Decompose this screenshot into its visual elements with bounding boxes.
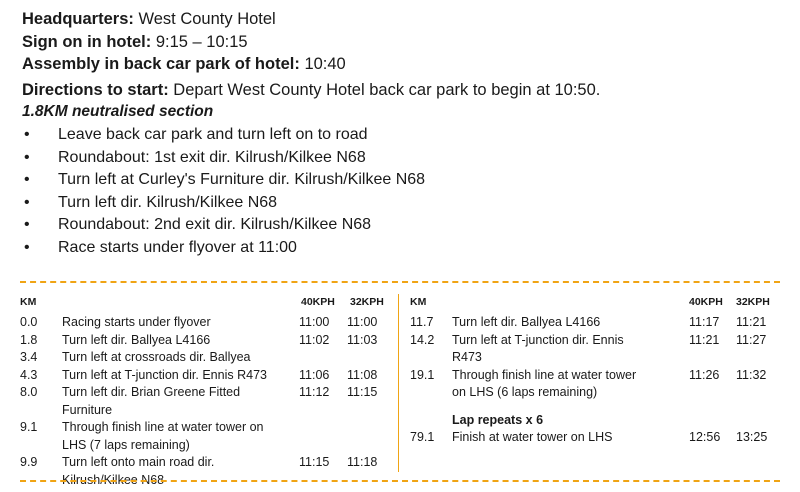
- time-32kph-cell: 11:21: [736, 315, 767, 329]
- direction-text: Roundabout: 1st exit dir. Kilrush/Kilkee N68: [58, 148, 366, 166]
- time-32kph-cell: 11:00: [347, 315, 378, 329]
- kph40-header: 40KPH: [689, 296, 723, 308]
- table-header-right: [410, 294, 780, 314]
- bullet-icon: •: [24, 238, 30, 256]
- time-40kph-cell: 12:56: [689, 430, 721, 444]
- table-header-left: [20, 294, 396, 314]
- km-header: KM: [20, 296, 37, 308]
- assembly-value: 10:40: [304, 55, 346, 73]
- direction-text: Race starts under flyover at 11:00: [58, 238, 297, 256]
- km-cell: 4.3: [20, 367, 38, 382]
- km-cell: 14.2: [410, 332, 435, 347]
- km-cell: 19.1: [410, 367, 435, 382]
- neutralised-section-title: 1.8KM neutralised section: [22, 103, 214, 120]
- table-row: [410, 367, 780, 402]
- bullet-icon: •: [24, 193, 30, 211]
- table-column-divider: [398, 294, 399, 472]
- description-cell: Through finish line at water tower on LHS (6 laps remaining): [452, 367, 637, 399]
- direction-text: Turn left at Curley's Furniture dir. Kilrush/Kilkee N68: [58, 171, 426, 188]
- description-cell: Turn left onto main road dir. Kilrush/Kilkee N68: [62, 455, 215, 487]
- table-row: [20, 454, 396, 489]
- signon-line: [22, 31, 782, 54]
- time-40kph-cell: 11:02: [299, 332, 330, 347]
- direction-text: Leave back car park and turn left on to road: [58, 126, 368, 143]
- description-cell: Turn left at crossroads dir. Ballyea: [62, 350, 251, 364]
- km-cell: 9.1: [20, 420, 38, 434]
- table-row: [410, 332, 780, 367]
- route-table-right: [410, 294, 780, 447]
- directions-label: Directions to start:: [22, 80, 169, 99]
- directions-value: Depart West County Hotel back car park to begin at 10:50.: [173, 80, 601, 99]
- description-cell: Turn left dir. Brian Greene Fitted Furniture: [62, 385, 241, 417]
- table-row: [20, 367, 396, 385]
- route-rows-right: [410, 314, 780, 402]
- km-cell: 79.1: [410, 430, 435, 444]
- direction-item: [22, 192, 782, 215]
- headquarters-label: Headquarters:: [22, 10, 134, 28]
- direction-text: Turn left dir. Kilrush/Kilkee N68: [58, 193, 278, 211]
- km-header: KM: [410, 296, 427, 308]
- bullet-icon: •: [24, 126, 30, 143]
- signon-label: Sign on in hotel:: [22, 32, 152, 51]
- directions-list: [22, 124, 782, 259]
- assembly-line: [22, 53, 782, 76]
- description-cell: Turn left at T-junction dir. Ennis R473: [62, 367, 267, 382]
- time-32kph-cell: 11:27: [736, 332, 767, 347]
- direction-text: Roundabout: 2nd exit dir. Kilrush/Kilkee N68: [58, 216, 372, 233]
- km-cell: 1.8: [20, 332, 38, 347]
- description-cell: Finish at water tower on LHS: [452, 430, 613, 444]
- km-cell: 8.0: [20, 385, 38, 399]
- direction-item: [22, 214, 782, 237]
- direction-item: [22, 237, 782, 260]
- kph40-header: 40KPH: [301, 296, 335, 308]
- direction-item: [22, 169, 782, 192]
- kph32-header: 32KPH: [350, 296, 384, 308]
- directions-line: [22, 79, 782, 102]
- time-40kph-cell: 11:00: [299, 315, 330, 329]
- km-cell: 11.7: [410, 315, 434, 329]
- time-40kph-cell: 11:21: [689, 332, 720, 347]
- time-32kph-cell: 11:15: [347, 385, 378, 399]
- time-32kph-cell: 11:32: [736, 367, 767, 382]
- time-32kph-cell: 11:03: [347, 332, 378, 347]
- table-row: [410, 314, 780, 332]
- time-32kph-cell: 11:18: [347, 455, 378, 469]
- description-cell: Racing starts under flyover: [62, 315, 211, 329]
- table-row: [20, 314, 396, 332]
- race-info: [22, 8, 782, 259]
- route-rows-left: [20, 314, 396, 489]
- km-cell: 9.9: [20, 455, 38, 469]
- time-32kph-cell: 13:25: [736, 430, 768, 444]
- time-32kph-cell: 11:08: [347, 367, 378, 382]
- description-cell: Turn left at T-junction dir. Ennis R473: [452, 332, 624, 364]
- description-cell: Turn left dir. Ballyea L4166: [62, 332, 211, 347]
- time-40kph-cell: 11:12: [299, 385, 330, 399]
- time-40kph-cell: 11:06: [299, 367, 330, 382]
- direction-item: [22, 124, 782, 147]
- direction-item: [22, 147, 782, 170]
- assembly-label: Assembly in back car park of hotel:: [22, 55, 300, 73]
- km-cell: 3.4: [20, 350, 38, 364]
- table-row: [20, 384, 396, 419]
- description-cell: Turn left dir. Ballyea L4166: [452, 315, 601, 329]
- top-dashed-divider: [20, 281, 780, 283]
- bullet-icon: •: [24, 216, 30, 233]
- kph32-header: 32KPH: [736, 296, 770, 308]
- bullet-icon: •: [24, 148, 30, 166]
- bottom-dashed-divider: [20, 480, 780, 482]
- time-40kph-cell: 11:26: [689, 367, 720, 382]
- km-cell: 0.0: [20, 315, 38, 329]
- table-row: [20, 332, 396, 350]
- headquarters-value: West County Hotel: [138, 10, 276, 28]
- time-40kph-cell: 11:15: [299, 455, 330, 469]
- table-row: [20, 419, 396, 454]
- time-40kph-cell: 11:17: [689, 315, 720, 329]
- table-row: [20, 349, 396, 367]
- final-row: [410, 429, 780, 447]
- lap-repeats-title: Lap repeats x 6: [452, 412, 544, 427]
- bullet-icon: •: [24, 171, 30, 188]
- route-table-left: [20, 294, 396, 489]
- signon-value: 9:15 – 10:15: [155, 32, 248, 51]
- description-cell: Through finish line at water tower on LHS (7 laps remaining): [62, 420, 264, 452]
- headquarters-line: [22, 8, 782, 31]
